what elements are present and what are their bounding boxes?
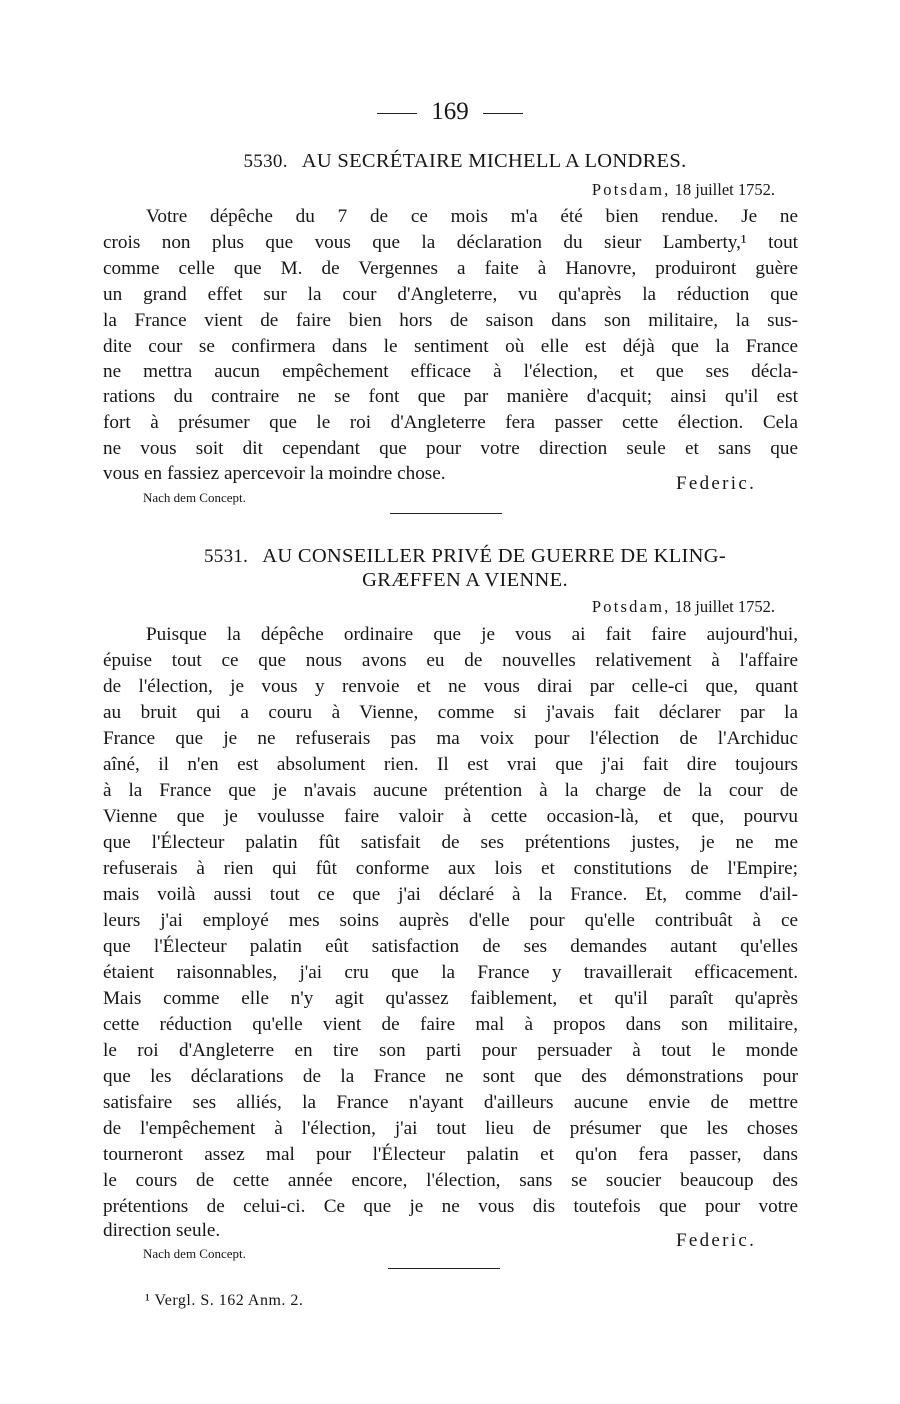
body-line: étaient raisonnables, j'ai cru que la France y travaillerait efficacement. <box>103 962 798 983</box>
body-line: ne mettra aucun empêchement efficace à l'élection, et que ses décla- <box>103 361 798 382</box>
body-line: satisfaire ses alliés, la France n'ayant d'ailleurs aucune envie de mettre <box>103 1092 798 1113</box>
body-line: dite cour se confirmera dans le sentiment où elle est déjà que la France <box>103 336 798 357</box>
body-line: Puisque la dépêche ordinaire que je vous ai fait faire aujourd'hui, <box>146 624 798 645</box>
footnote: ¹ Vergl. S. 162 Anm. 2. <box>145 1292 304 1309</box>
letter-heading <box>130 149 800 174</box>
dash-right <box>483 113 523 114</box>
body-line: leurs j'ai employé mes soins auprès d'elle pour qu'elle contribuât à ce <box>103 910 798 931</box>
letter-heading-continued <box>130 568 800 592</box>
body-line: fort à présumer que le roi d'Angleterre fera passer cette élection. Cela <box>103 412 798 433</box>
body-line: aîné, il n'en est absolument rien. Il est vrai que j'ai fait dire toujours <box>103 754 798 775</box>
body-line: le cours de cette année encore, l'élection, sans se soucier beaucoup des <box>103 1170 798 1191</box>
body-line: Votre dépêche du 7 de ce mois m'a été bien rendue. Je ne <box>146 206 798 227</box>
body-line: rations du contraire ne se font que par manière d'acquit; ainsi qu'il est <box>103 386 798 407</box>
body-line: Vienne que je voulusse faire valoir à cette occasion-là, et que, pourvu <box>103 806 798 827</box>
body-line: au bruit qui a couru à Vienne, comme si j'avais fait déclarer par la <box>103 702 798 723</box>
body-line: de l'élection, je vous y renvoie et ne vous dirai par celle-ci que, quant <box>103 676 798 697</box>
letter-recipient-line2: GRÆFFEN A VIENNE. <box>362 569 568 591</box>
body-line: un grand effet sur la cour d'Angleterre, vu qu'après la réduction que <box>103 284 798 305</box>
page-number: 169 <box>431 98 469 125</box>
body-line: comme celle que M. de Vergennes a faite à Hanovre, produiront guère <box>103 258 798 279</box>
separator-rule <box>390 513 502 514</box>
date-place: Potsdam, <box>591 180 671 199</box>
body-line: direction seule. <box>103 1220 221 1241</box>
body-line: mais voilà aussi tout ce que j'ai déclaré à la France. Et, comme d'ail- <box>103 884 798 905</box>
date-place: Potsdam, <box>591 597 671 616</box>
dash-left <box>377 113 417 114</box>
letter-number: 5530. <box>243 151 288 172</box>
letter-heading <box>130 544 800 569</box>
body-line: refuserais à rien qui fût conforme aux lois et constitutions de l'Empire; <box>103 858 798 879</box>
body-line: la France vient de faire bien hors de saison dans son militaire, la sus- <box>103 310 798 331</box>
date-text: 18 juillet 1752. <box>674 180 775 199</box>
letter-number: 5531. <box>203 546 249 567</box>
body-line: France que je ne refuserais pas ma voix pour l'élection de l'Archiduc <box>103 728 798 749</box>
source-note: Nach dem Concept. <box>143 1246 246 1261</box>
body-line: épuise tout ce que nous avons eu de nouvelles relativement à l'affaire <box>103 650 798 671</box>
body-line: que l'Électeur palatin eût satisfaction de ses demandes autant qu'elles <box>103 936 798 957</box>
body-line: cette réduction qu'elle vient de faire mal à propos dans son militaire, <box>103 1014 798 1035</box>
body-line: Mais comme elle n'y agit qu'assez faiblement, et qu'il paraît qu'après <box>103 988 798 1009</box>
letter-recipient-line1: AU CONSEILLER PRIVÉ DE GUERRE DE KLING- <box>262 545 727 567</box>
body-line: de l'empêchement à l'élection, j'ai tout lieu de présumer que les choses <box>103 1118 798 1139</box>
body-line: que l'Électeur palatin fût satisfait de ses prétentions justes, je ne me <box>103 832 798 853</box>
signature: Federic. <box>676 1230 757 1251</box>
separator-rule <box>388 1268 500 1269</box>
signature: Federic. <box>676 473 757 494</box>
body-line: à la France que je n'avais aucune prétention à la charge de la cour de <box>103 780 798 801</box>
source-note: Nach dem Concept. <box>143 490 246 505</box>
body-line: prétentions de celui-ci. Ce que je ne vous dis toutefois que pour votre <box>103 1196 798 1217</box>
date-text: 18 juillet 1752. <box>674 597 775 616</box>
body-line: vous en fassiez apercevoir la moindre chose. <box>103 463 446 484</box>
body-line: tourneront assez mal pour l'Électeur palatin et qu'on fera passer, dans <box>103 1144 798 1165</box>
letter-date <box>430 180 775 200</box>
letter-recipient: AU SECRÉTAIRE MICHELL A LONDRES. <box>301 150 687 172</box>
body-line: que les déclarations de la France ne sont que des démonstrations pour <box>103 1066 798 1087</box>
page-number-header <box>0 98 900 126</box>
body-line: ne vous soit dit cependant que pour votre direction seule et sans que <box>103 438 798 459</box>
body-line: crois non plus que vous que la déclaration du sieur Lamberty,¹ tout <box>103 232 798 253</box>
body-line: le roi d'Angleterre en tire son parti pour persuader à tout le monde <box>103 1040 798 1061</box>
letter-date <box>430 597 775 617</box>
